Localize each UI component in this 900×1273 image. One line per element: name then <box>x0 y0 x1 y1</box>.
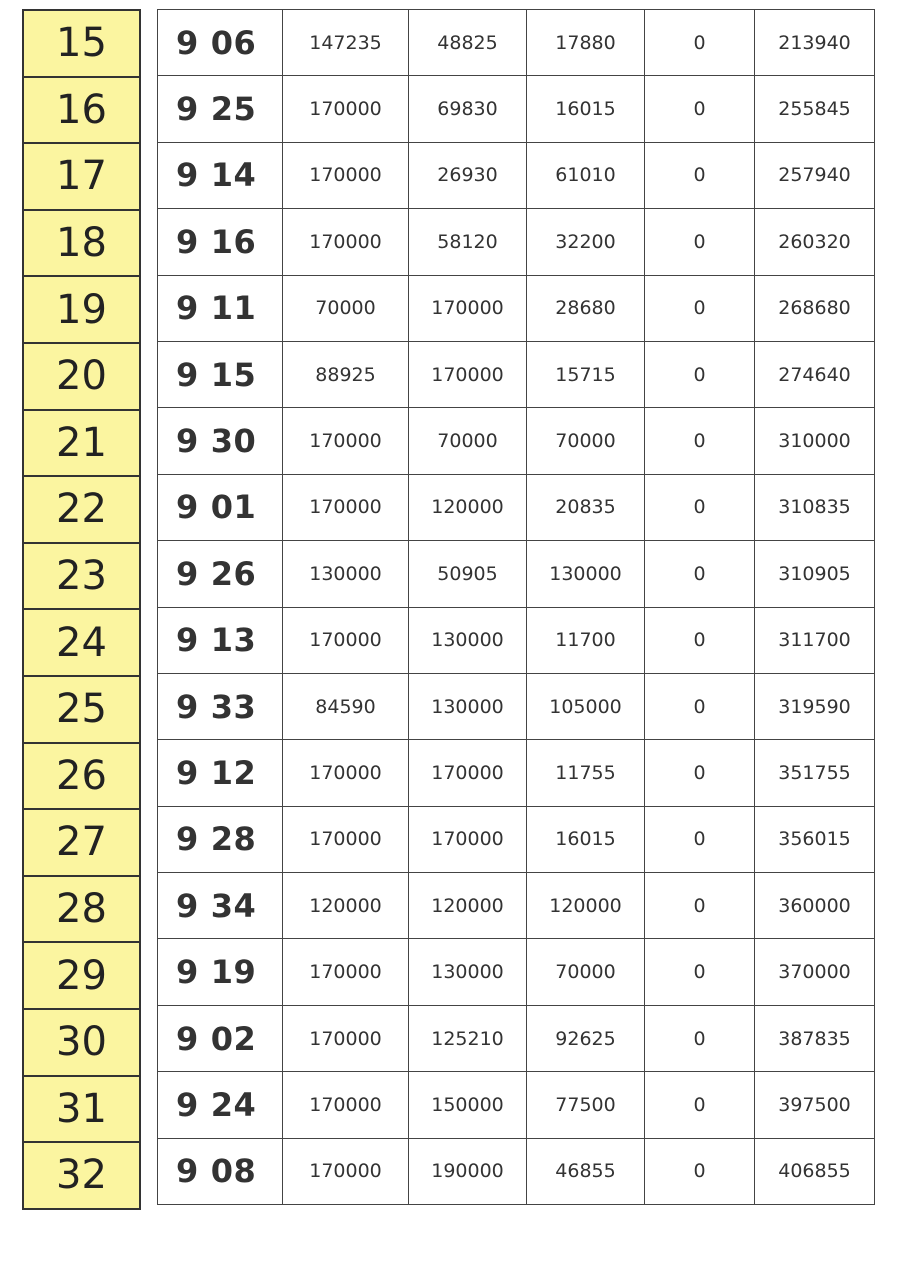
code-suffix: 13 <box>210 621 257 660</box>
code-suffix: 16 <box>210 222 257 261</box>
value-cell-v2: 170000 <box>409 341 527 407</box>
value-cell-v1: 88925 <box>283 341 409 407</box>
value-cell-v1: 170000 <box>283 408 409 474</box>
value-cell-v2: 170000 <box>409 740 527 806</box>
value-cell-v1: 170000 <box>283 142 409 208</box>
value-cell-v3: 32200 <box>527 209 645 275</box>
code-suffix: 06 <box>210 23 257 62</box>
code-prefix: 9 <box>176 355 199 394</box>
value-cell-v4: 0 <box>645 1005 755 1071</box>
table-row <box>158 341 875 407</box>
value-cell-v1: 84590 <box>283 673 409 739</box>
rank-cell: 20 <box>24 344 139 411</box>
rank-cell: 21 <box>24 411 139 478</box>
value-cell-v3: 15715 <box>527 341 645 407</box>
value-cell-v4: 0 <box>645 541 755 607</box>
table-row <box>158 76 875 142</box>
value-cell-v1: 170000 <box>283 76 409 142</box>
rank-cell: 16 <box>24 78 139 145</box>
table-row <box>158 740 875 806</box>
code-suffix: 11 <box>210 289 257 328</box>
value-cell-v1: 170000 <box>283 1138 409 1204</box>
rank-cell: 18 <box>24 211 139 278</box>
value-cell-v4: 0 <box>645 1072 755 1138</box>
value-cell-v1: 170000 <box>283 474 409 540</box>
code-cell <box>158 1072 283 1138</box>
value-cell-v1: 170000 <box>283 607 409 673</box>
value-cell-v4: 0 <box>645 806 755 872</box>
total-cell: 370000 <box>755 939 875 1005</box>
code-cell <box>158 209 283 275</box>
value-cell-v3: 92625 <box>527 1005 645 1071</box>
total-cell: 311700 <box>755 607 875 673</box>
value-cell-v2: 48825 <box>409 10 527 76</box>
value-cell-v2: 190000 <box>409 1138 527 1204</box>
code-suffix: 02 <box>210 1019 257 1058</box>
value-cell-v4: 0 <box>645 142 755 208</box>
code-cell <box>158 474 283 540</box>
code-cell <box>158 408 283 474</box>
table-row <box>158 541 875 607</box>
code-prefix: 9 <box>176 621 199 660</box>
code-suffix: 26 <box>210 554 257 593</box>
value-cell-v2: 150000 <box>409 1072 527 1138</box>
code-suffix: 12 <box>210 753 257 792</box>
table-row <box>158 939 875 1005</box>
code-cell <box>158 939 283 1005</box>
code-prefix: 9 <box>176 554 199 593</box>
value-cell-v4: 0 <box>645 873 755 939</box>
code-suffix: 28 <box>210 820 257 859</box>
value-cell-v3: 46855 <box>527 1138 645 1204</box>
value-cell-v4: 0 <box>645 76 755 142</box>
value-cell-v3: 11700 <box>527 607 645 673</box>
table-row <box>158 142 875 208</box>
value-cell-v3: 28680 <box>527 275 645 341</box>
code-cell <box>158 76 283 142</box>
value-cell-v3: 11755 <box>527 740 645 806</box>
value-cell-v4: 0 <box>645 1138 755 1204</box>
total-cell: 257940 <box>755 142 875 208</box>
table-row <box>158 607 875 673</box>
value-cell-v1: 147235 <box>283 10 409 76</box>
table-row <box>158 209 875 275</box>
code-prefix: 9 <box>176 687 199 726</box>
rank-cell: 24 <box>24 610 139 677</box>
code-cell <box>158 740 283 806</box>
value-cell-v3: 77500 <box>527 1072 645 1138</box>
rank-cell: 32 <box>24 1143 139 1210</box>
value-cell-v3: 20835 <box>527 474 645 540</box>
rank-cell: 31 <box>24 1077 139 1144</box>
value-cell-v1: 130000 <box>283 541 409 607</box>
code-prefix: 9 <box>176 1085 199 1124</box>
code-cell <box>158 341 283 407</box>
value-cell-v2: 120000 <box>409 873 527 939</box>
code-cell <box>158 873 283 939</box>
code-prefix: 9 <box>176 90 199 129</box>
value-cell-v2: 50905 <box>409 541 527 607</box>
code-suffix: 34 <box>210 886 257 925</box>
code-suffix: 33 <box>210 687 257 726</box>
value-cell-v4: 0 <box>645 341 755 407</box>
value-cell-v2: 70000 <box>409 408 527 474</box>
total-cell: 360000 <box>755 873 875 939</box>
rank-cell: 17 <box>24 144 139 211</box>
rank-cell: 27 <box>24 810 139 877</box>
code-suffix: 14 <box>210 156 257 195</box>
code-prefix: 9 <box>176 953 199 992</box>
total-cell: 356015 <box>755 806 875 872</box>
value-cell-v4: 0 <box>645 408 755 474</box>
rank-cell: 25 <box>24 677 139 744</box>
table-row <box>158 806 875 872</box>
value-cell-v2: 69830 <box>409 76 527 142</box>
value-cell-v1: 170000 <box>283 806 409 872</box>
rank-cell: 19 <box>24 277 139 344</box>
total-cell: 310835 <box>755 474 875 540</box>
code-prefix: 9 <box>176 820 199 859</box>
code-cell <box>158 1138 283 1204</box>
total-cell: 213940 <box>755 10 875 76</box>
code-suffix: 30 <box>210 422 257 461</box>
total-cell: 406855 <box>755 1138 875 1204</box>
code-prefix: 9 <box>176 23 199 62</box>
code-cell <box>158 607 283 673</box>
total-cell: 260320 <box>755 209 875 275</box>
rank-cell: 30 <box>24 1010 139 1077</box>
code-cell <box>158 1005 283 1071</box>
table-row <box>158 10 875 76</box>
code-cell <box>158 275 283 341</box>
value-cell-v4: 0 <box>645 607 755 673</box>
code-cell <box>158 673 283 739</box>
value-cell-v4: 0 <box>645 10 755 76</box>
rank-cell: 23 <box>24 544 139 611</box>
table-row <box>158 275 875 341</box>
value-cell-v4: 0 <box>645 740 755 806</box>
value-cell-v2: 170000 <box>409 806 527 872</box>
rank-cell: 22 <box>24 477 139 544</box>
rank-cell: 28 <box>24 877 139 944</box>
code-prefix: 9 <box>176 1152 199 1191</box>
total-cell: 319590 <box>755 673 875 739</box>
value-cell-v4: 0 <box>645 673 755 739</box>
table-row <box>158 1005 875 1071</box>
results-table <box>157 9 875 1205</box>
table-row <box>158 408 875 474</box>
rank-cell: 26 <box>24 744 139 811</box>
value-cell-v4: 0 <box>645 209 755 275</box>
value-cell-v1: 70000 <box>283 275 409 341</box>
table-row <box>158 873 875 939</box>
total-cell: 255845 <box>755 76 875 142</box>
total-cell: 397500 <box>755 1072 875 1138</box>
code-suffix: 08 <box>210 1152 257 1191</box>
table-row <box>158 1072 875 1138</box>
value-cell-v2: 58120 <box>409 209 527 275</box>
code-prefix: 9 <box>176 886 199 925</box>
value-cell-v3: 70000 <box>527 408 645 474</box>
code-suffix: 01 <box>210 488 257 527</box>
code-prefix: 9 <box>176 488 199 527</box>
code-suffix: 25 <box>210 90 257 129</box>
value-cell-v2: 120000 <box>409 474 527 540</box>
value-cell-v1: 170000 <box>283 740 409 806</box>
value-cell-v3: 70000 <box>527 939 645 1005</box>
code-cell <box>158 10 283 76</box>
value-cell-v2: 130000 <box>409 939 527 1005</box>
code-prefix: 9 <box>176 222 199 261</box>
value-cell-v1: 170000 <box>283 1072 409 1138</box>
total-cell: 351755 <box>755 740 875 806</box>
value-cell-v2: 130000 <box>409 607 527 673</box>
total-cell: 274640 <box>755 341 875 407</box>
code-cell <box>158 806 283 872</box>
code-prefix: 9 <box>176 422 199 461</box>
value-cell-v2: 125210 <box>409 1005 527 1071</box>
total-cell: 268680 <box>755 275 875 341</box>
value-cell-v4: 0 <box>645 275 755 341</box>
table-row <box>158 474 875 540</box>
code-suffix: 15 <box>210 355 257 394</box>
results-table-body <box>158 10 875 1205</box>
value-cell-v3: 105000 <box>527 673 645 739</box>
code-suffix: 19 <box>210 953 257 992</box>
value-cell-v4: 0 <box>645 474 755 540</box>
code-cell <box>158 541 283 607</box>
total-cell: 310000 <box>755 408 875 474</box>
code-prefix: 9 <box>176 753 199 792</box>
rank-column <box>22 9 141 1210</box>
value-cell-v1: 170000 <box>283 209 409 275</box>
value-cell-v1: 170000 <box>283 939 409 1005</box>
table-row <box>158 1138 875 1204</box>
value-cell-v3: 61010 <box>527 142 645 208</box>
value-cell-v2: 170000 <box>409 275 527 341</box>
code-cell <box>158 142 283 208</box>
value-cell-v2: 26930 <box>409 142 527 208</box>
code-prefix: 9 <box>176 289 199 328</box>
code-prefix: 9 <box>176 156 199 195</box>
code-prefix: 9 <box>176 1019 199 1058</box>
value-cell-v3: 17880 <box>527 10 645 76</box>
value-cell-v3: 16015 <box>527 76 645 142</box>
value-cell-v3: 120000 <box>527 873 645 939</box>
value-cell-v3: 16015 <box>527 806 645 872</box>
value-cell-v2: 130000 <box>409 673 527 739</box>
value-cell-v1: 170000 <box>283 1005 409 1071</box>
table-row <box>158 673 875 739</box>
value-cell-v1: 120000 <box>283 873 409 939</box>
rank-cell: 29 <box>24 943 139 1010</box>
code-suffix: 24 <box>210 1085 257 1124</box>
value-cell-v3: 130000 <box>527 541 645 607</box>
value-cell-v4: 0 <box>645 939 755 1005</box>
rank-cell: 15 <box>24 11 139 78</box>
total-cell: 310905 <box>755 541 875 607</box>
total-cell: 387835 <box>755 1005 875 1071</box>
